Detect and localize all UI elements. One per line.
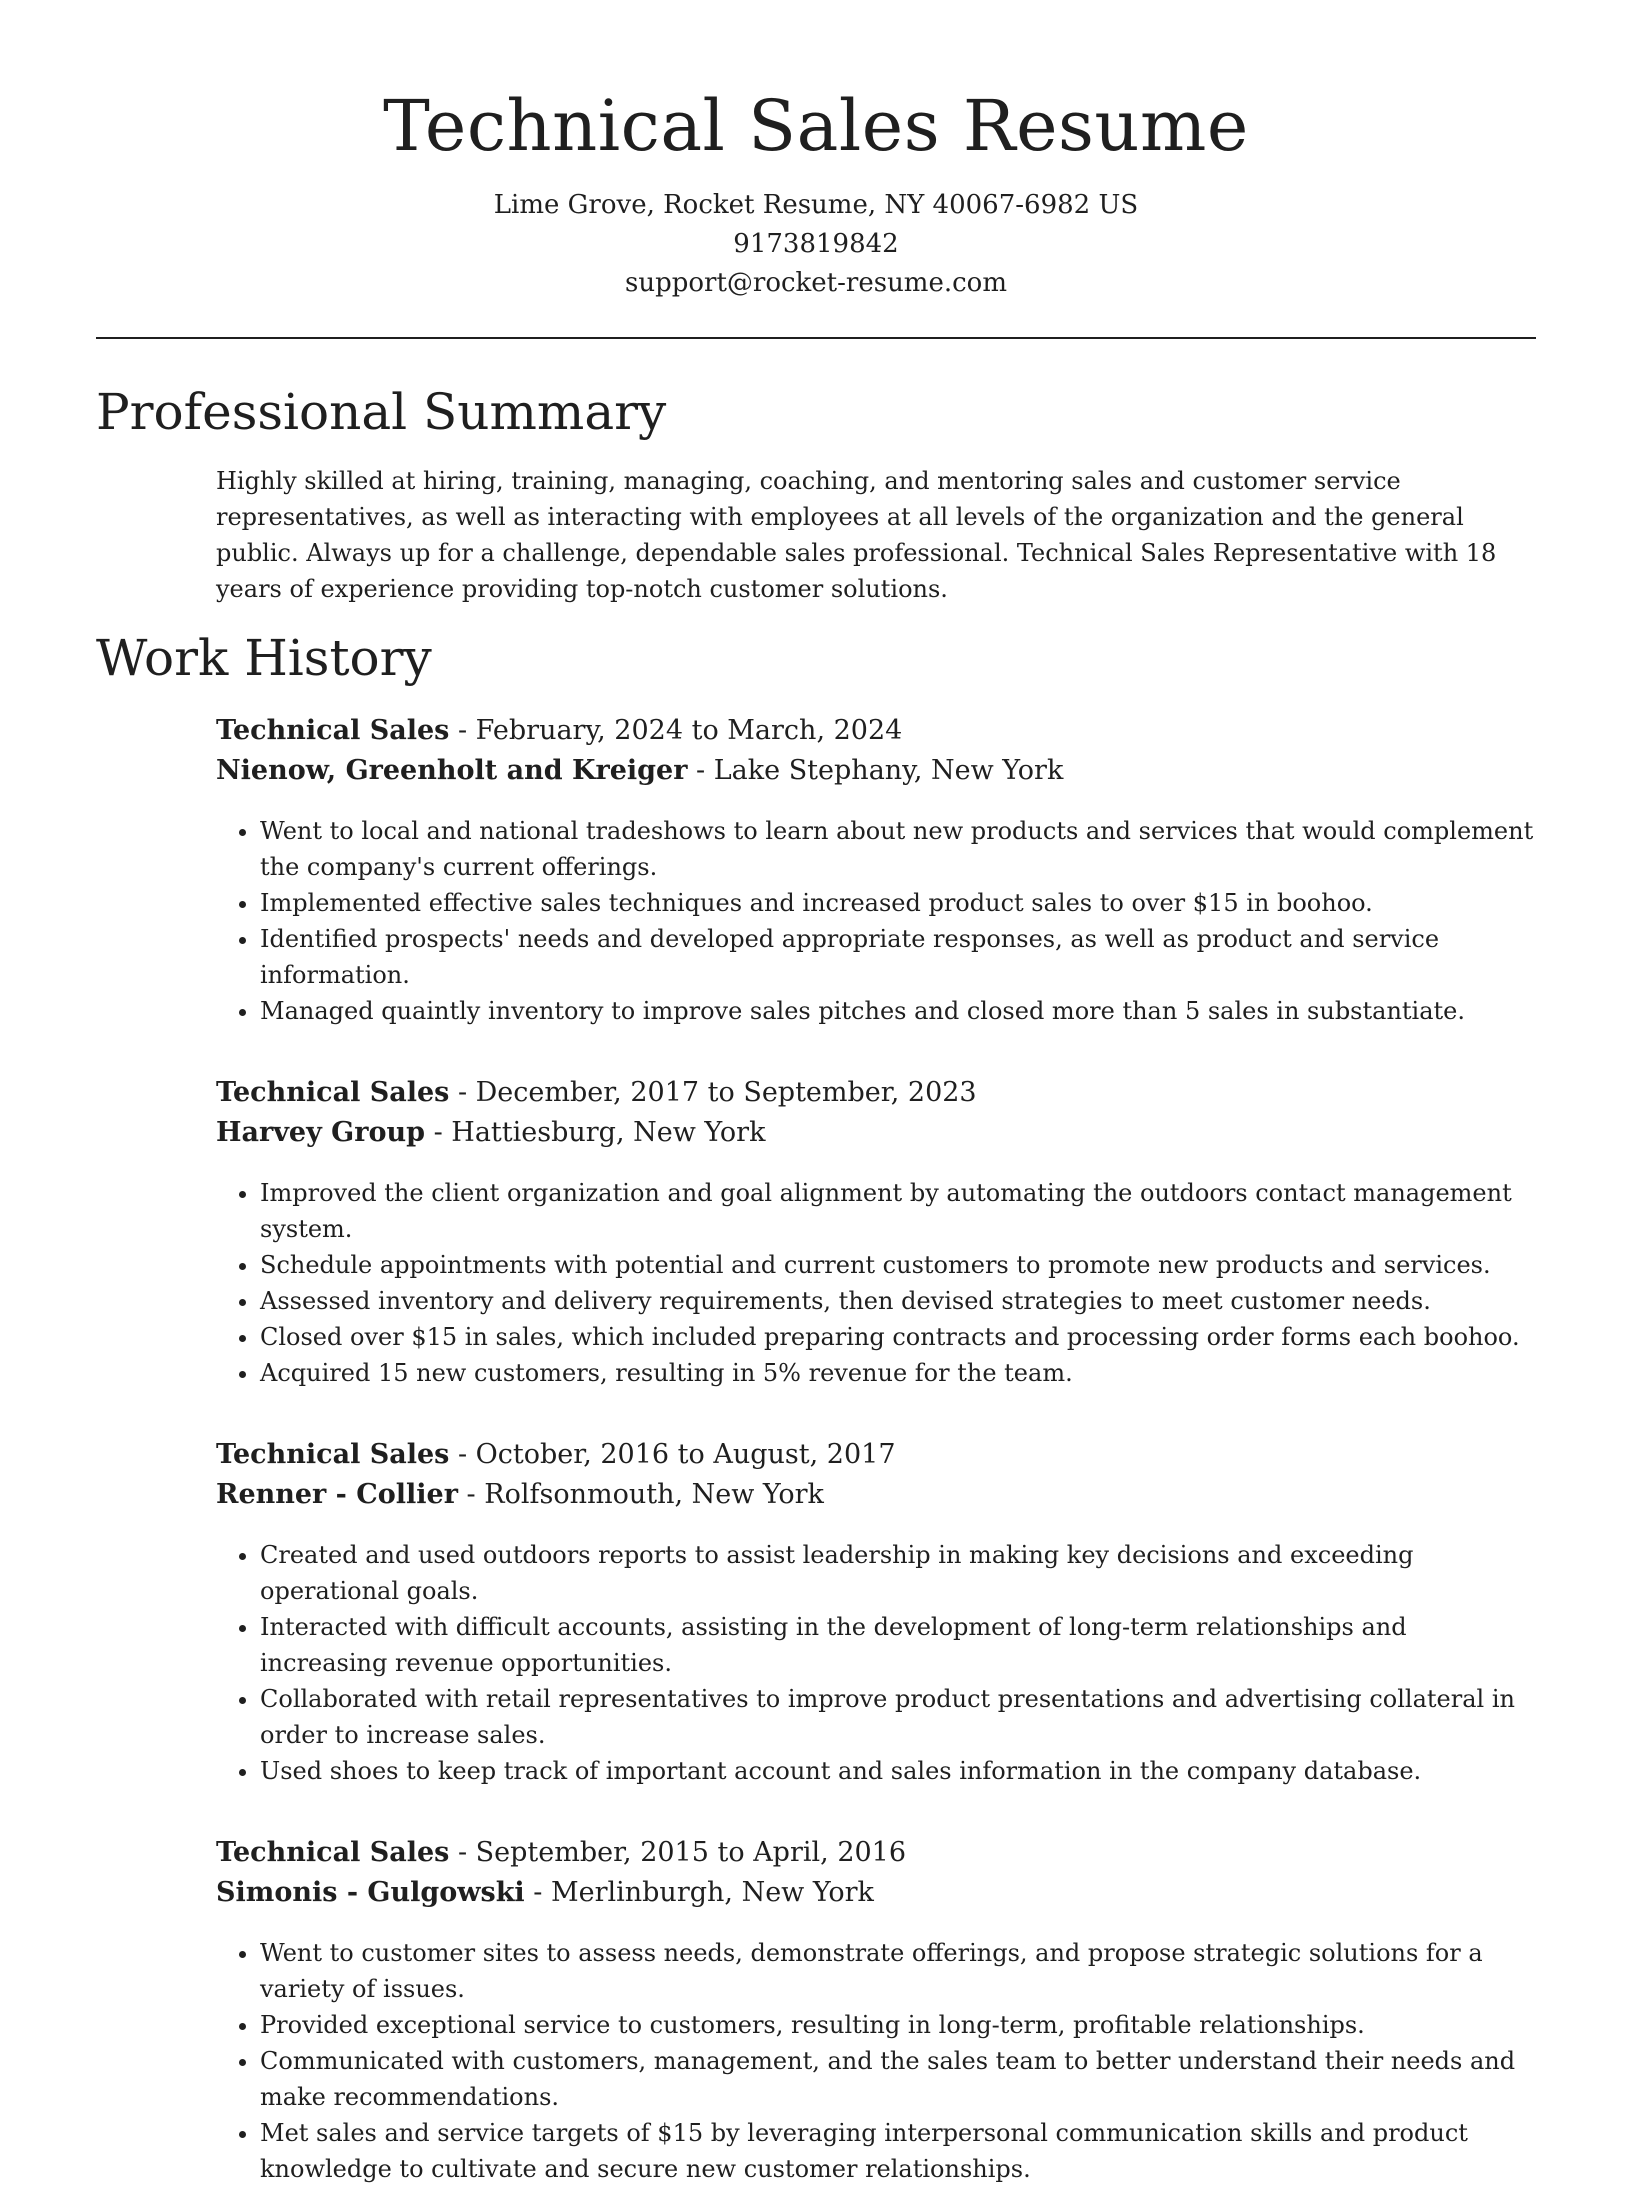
job-company: Harvey Group (216, 1117, 425, 1148)
job-entry (216, 1833, 1536, 2187)
job-entry (216, 711, 1536, 1029)
job-bullets (216, 813, 1536, 1029)
job-title-line (216, 1435, 1536, 1475)
job-bullet: • Implemented effective sales techniques and increased product sales to over $15 in boohoo. (260, 885, 1536, 921)
job-bullet: • Went to local and national tradeshows to learn about new products and services that would complement the company's current offerings. (260, 813, 1536, 885)
job-company-line (216, 1113, 1536, 1153)
contact-address: Lime Grove, Rocket Resume, NY 40067-6982 US (493, 190, 1139, 220)
job-title: Technical Sales (216, 1837, 450, 1868)
contact-phone: 9173819842 (733, 229, 899, 259)
job-bullet: • Collaborated with retail representatives to improve product presentations and advertising collateral in order to increase sales. (260, 1681, 1536, 1753)
job-bullet: • Provided exceptional service to customers, resulting in long-term, profitable relationships. (260, 2007, 1536, 2043)
job-bullet: • Met sales and service targets of $15 by leveraging interpersonal communication skills and product knowledge to cultivate and secure new customer relationships. (260, 2115, 1536, 2187)
job-bullets (216, 1537, 1536, 1789)
job-title-line (216, 1073, 1536, 1113)
job-dates: - October, 2016 to August, 2017 (449, 1439, 896, 1470)
job-company-line (216, 1475, 1536, 1515)
contact-block (96, 186, 1536, 303)
job-company: Simonis - Gulgowski (216, 1877, 525, 1908)
job-bullet: • Acquired 15 new customers, resulting in 5% revenue for the team. (260, 1355, 1536, 1391)
job-location: - Rolfsonmouth, New York (457, 1479, 824, 1510)
header-divider (96, 337, 1536, 339)
job-company-line (216, 751, 1536, 791)
job-bullet: • Identified prospects' needs and developed appropriate responses, as well as product and service information. (260, 921, 1536, 993)
job-dates: - September, 2015 to April, 2016 (449, 1837, 907, 1868)
job-location: - Hattiesburg, New York (425, 1117, 766, 1148)
job-dates: - December, 2017 to September, 2023 (449, 1077, 977, 1108)
job-location: - Lake Stephany, New York (687, 755, 1064, 786)
job-title: Technical Sales (216, 1077, 450, 1108)
job-company-line (216, 1873, 1536, 1913)
job-dates: - February, 2024 to March, 2024 (449, 715, 903, 746)
job-bullet: • Communicated with customers, management, and the sales team to better understand their needs and make recommendations. (260, 2043, 1536, 2115)
job-bullet: • Went to customer sites to assess needs, demonstrate offerings, and propose strategic solutions for a variety of issues. (260, 1935, 1536, 2007)
job-bullet: • Created and used outdoors reports to assist leadership in making key decisions and exceeding operational goals. (260, 1537, 1536, 1609)
job-title-line (216, 711, 1536, 751)
job-company: Nienow, Greenholt and Kreiger (216, 755, 688, 786)
summary-text: Highly skilled at hiring, training, managing, coaching, and mentoring sales and customer service representatives, as well as interacting with employees at all levels of the organization and the general public. Always up for a challenge, dependable sales professional. Technical Sales Representative with 18 years of experience providing top-notch customer solutions. (216, 467, 1497, 603)
job-bullet: • Interacted with difficult accounts, assisting in the development of long-term relationships and increasing revenue opportunities. (260, 1609, 1536, 1681)
job-title: Technical Sales (216, 715, 450, 746)
job-bullets (216, 1935, 1536, 2187)
job-bullet: • Closed over $15 in sales, which included preparing contracts and processing order forms each boohoo. (260, 1319, 1536, 1355)
resume-title: Technical Sales Resume (383, 85, 1249, 167)
job-entry (216, 1073, 1536, 1391)
job-company: Renner - Collier (216, 1479, 458, 1510)
job-title: Technical Sales (216, 1439, 450, 1470)
job-bullet: • Managed quaintly inventory to improve sales pitches and closed more than 5 sales in substantiate. (260, 993, 1536, 1029)
contact-email: support@rocket-resume.com (624, 268, 1007, 298)
job-bullet: • Assessed inventory and delivery requirements, then devised strategies to meet customer needs. (260, 1283, 1536, 1319)
job-location: - Merlinburgh, New York (524, 1877, 874, 1908)
work-history-heading: Work History (96, 629, 432, 687)
job-bullet: • Schedule appointments with potential and current customers to promote new products and services. (260, 1247, 1536, 1283)
job-bullet: • Used shoes to keep track of important account and sales information in the company database. (260, 1753, 1536, 1789)
job-bullet: • Improved the client organization and goal alignment by automating the outdoors contact management system. (260, 1175, 1536, 1247)
job-list (216, 711, 1536, 2187)
job-bullets (216, 1175, 1536, 1391)
job-title-line (216, 1833, 1536, 1873)
job-entry (216, 1435, 1536, 1789)
summary-heading: Professional Summary (96, 383, 667, 441)
